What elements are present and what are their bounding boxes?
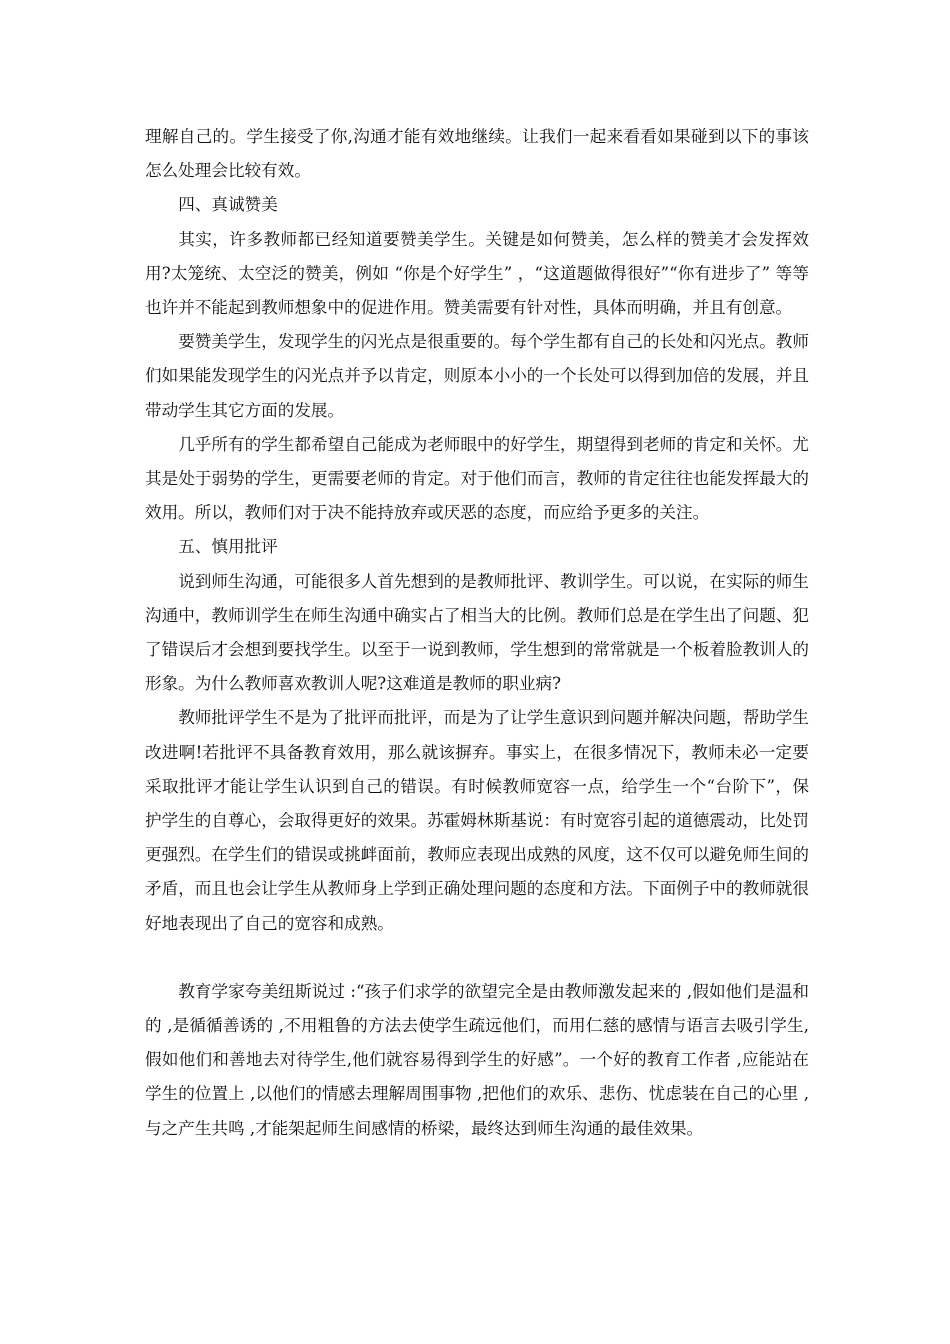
paragraph-continuation: 理解自己的。学生接受了你,沟通才能有效地继续。让我们一起来看看如果碰到以下的事该怎么处理会比较有效。 <box>145 127 809 181</box>
document-body <box>145 120 809 1146</box>
section-heading-criticism: 五、慎用批评 <box>178 537 278 557</box>
section-heading-praise: 四、真诚赞美 <box>178 195 278 215</box>
paragraph-criticism-tolerance: 教师批评学生不是为了批评而批评，而是为了让学生意识到问题并解决问题，帮助学生改进啊!若批评不具备教育效用，那么就该摒弃。事实上，在很多情况下，教师未必一定要采取批评才能让学生认识到自己的错误。有时候教师宽容一点，给学生一个“台阶下”，保护学生的自尊心，会取得更好的效果。苏霍姆林斯基说：有时宽容引起的道德震动，比处罚更强烈。在学生们的错误或挑衅面前，教师应表现出成熟的风度，这不仅可以避免师生间的矛盾，而且也会让学生从教师身上学到正确处理问题的态度和方法。下面例子中的教师就很好地表现出了自己的宽容和成熟。 <box>145 708 809 933</box>
paragraph-comenius-quote: 教育学家夸美纽斯说过 :“孩子们求学的欲望完全是由教师激发起来的 ,假如他们是温和的 ,是循循善诱的 ,不用粗鲁的方法去使学生疏远他们，而用仁慈的感情与语言去吸引学生,假如他们和善地去对待学生,他们就容易得到学生的好感”。一个好的教育工作者 ,应能站在学生的位置上 ,以他们的情感去理解周围事物 ,把他们的欢乐、悲伤、忧虑装在自己的心里 ,与之产生共鸣 ,才能架起师生间感情的桥梁，最终达到师生沟通的最佳效果。 <box>145 981 809 1138</box>
paragraph-praise-intro: 其实，许多教师都已经知道要赞美学生。关键是如何赞美，怎么样的赞美才会发挥效用?太笼统、太空泛的赞美，例如 “你是个好学生” ，“这道题做得很好”“你有进步了” 等等也许并不能起到教师想象中的促进作用。赞美需要有针对性，具体而明确，并且有创意。 <box>145 229 809 318</box>
paragraph-criticism-intro: 说到师生沟通，可能很多人首先想到的是教师批评、教训学生。可以说，在实际的师生沟通中，教师训学生在师生沟通中确实占了相当大的比例。教师们总是在学生出了问题、犯了错误后才会想到要找学生。以至于一说到教师，学生想到的常常就是一个板着脸教训人的形象。为什么教师喜欢教训人呢?这难道是教师的职业病? <box>145 571 809 694</box>
paragraph-praise-highlights: 要赞美学生，发现学生的闪光点是很重要的。每个学生都有自己的长处和闪光点。教师们如果能发现学生的闪光点并予以肯定，则原本小小的一个长处可以得到加倍的发展，并且带动学生其它方面的发展。 <box>145 332 809 420</box>
paragraph-praise-weak-students: 几乎所有的学生都希望自己能成为老师眼中的好学生，期望得到老师的肯定和关怀。尤其是处于弱势的学生，更需要老师的肯定。对于他们而言，教师的肯定往往也能发挥最大的效用。所以，教师们对于决不能持放弃或厌恶的态度，而应给予更多的关注。 <box>145 434 809 523</box>
paragraph-gap <box>145 941 809 975</box>
